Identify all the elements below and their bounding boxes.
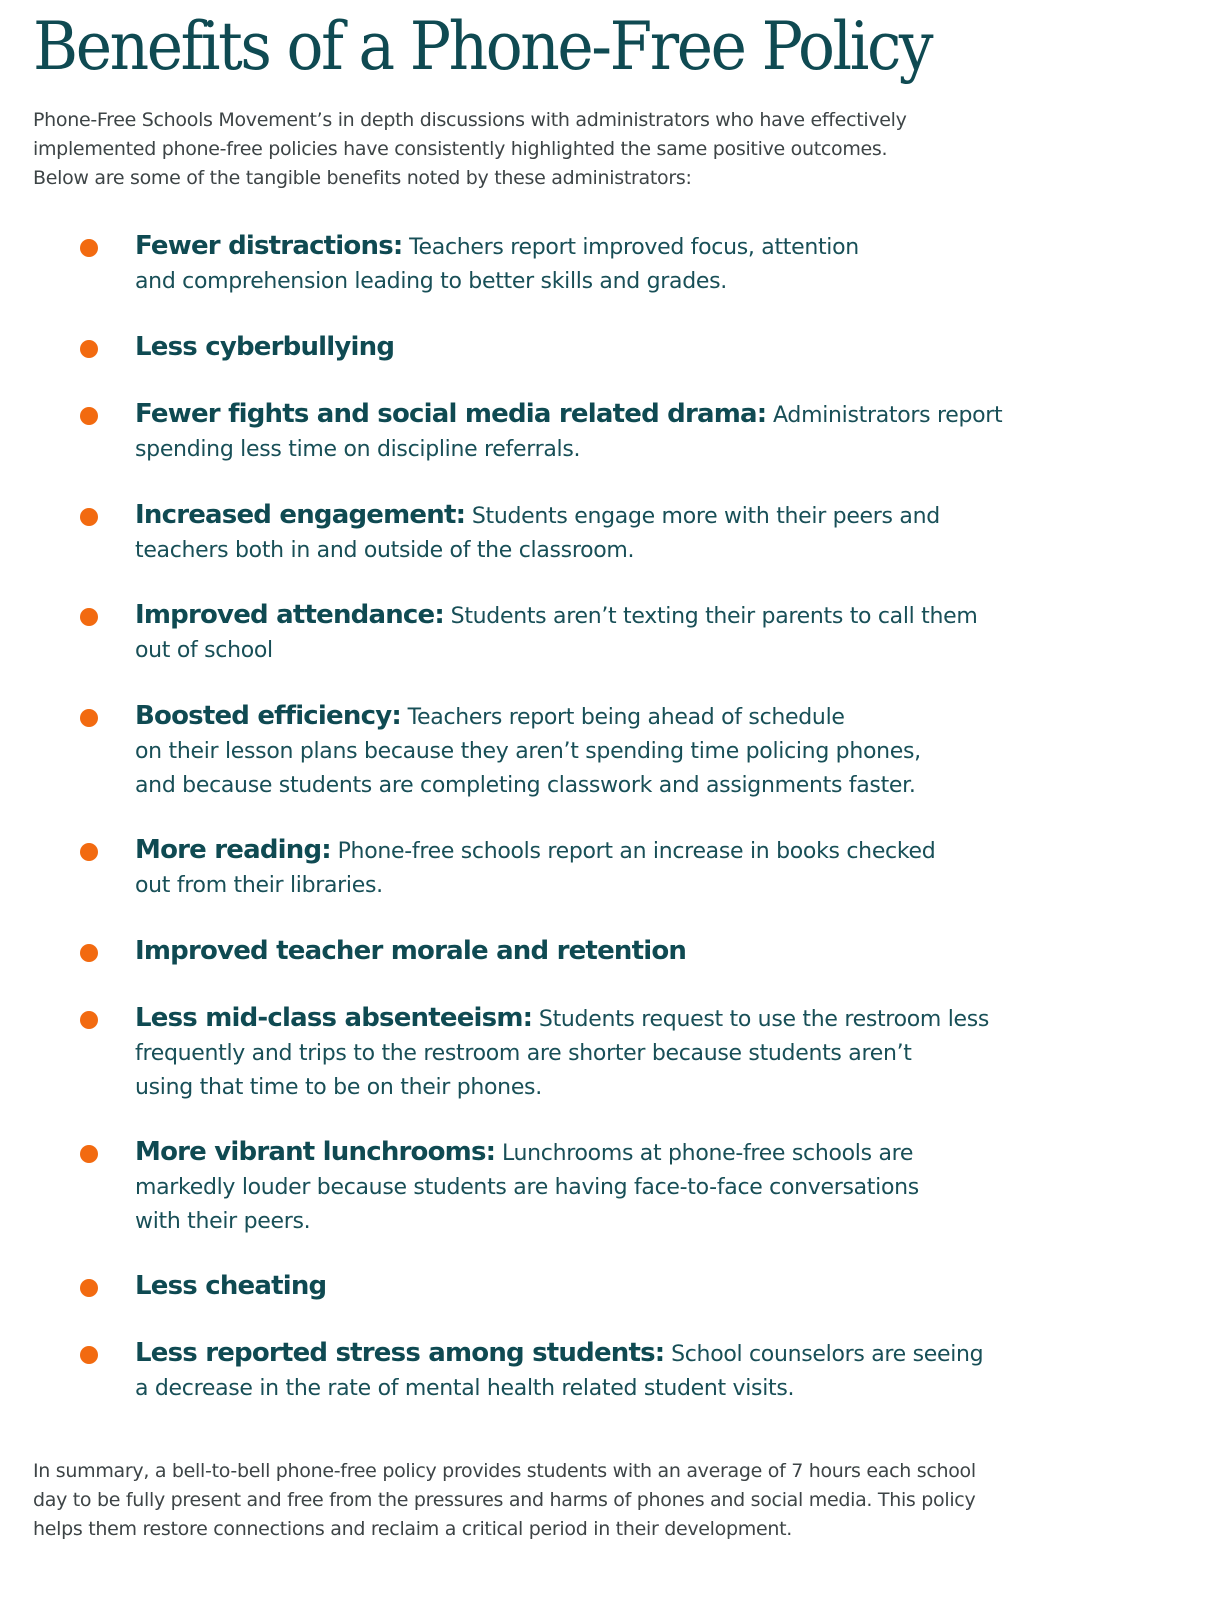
summary-paragraph [33,1457,1093,1544]
bullet-dot-icon [80,1346,98,1364]
bullet-dot-icon [80,340,98,358]
benefit-description: Students engage more with their peers and [465,504,940,529]
bullet-dot-icon [80,1011,98,1029]
benefit-lead: More reading: [135,835,331,865]
bullet-dot-icon [80,1145,98,1163]
benefit-lead: Fewer fights and social media related drama: [135,399,767,429]
summary-line: day to be fully present and free from the pressures and harms of phones and social media. This policy [33,1489,976,1511]
benefit-description: markedly louder because students are having face-to-face conversations [135,1175,919,1200]
bullet-dot-icon [80,508,98,526]
benefit-description: on their lesson plans because they aren’t spending time policing phones, [135,739,921,764]
bullet-dot-icon [80,944,98,962]
benefit-description: Administrators report [766,403,1003,428]
intro-paragraph [33,106,1033,193]
benefit-lead: Less cyberbullying [135,332,395,362]
benefit-description: and because students are completing classwork and assignments faster. [135,773,916,798]
benefit-description: Teachers report improved focus, attention [402,235,859,260]
benefit-description: a decrease in the rate of mental health related student visits. [135,1376,795,1401]
intro-line: Below are some of the tangible benefits noted by these administrators: [33,167,692,189]
summary-line: helps them restore connections and reclaim a critical period in their development. [33,1518,792,1540]
benefit-description: Students aren’t texting their parents to call them [443,604,978,629]
bullet-dot-icon [80,239,98,257]
bullet-dot-icon [80,1279,98,1297]
benefit-lead: Less reported stress among students: [135,1338,665,1368]
benefit-lead: Improved teacher morale and retention [135,936,687,966]
benefit-lead: Less cheating [135,1271,327,1301]
benefit-description: out from their libraries. [135,873,383,898]
summary-line: In summary, a bell-to-bell phone-free policy provides students with an average of 7 hours each school [33,1460,976,1482]
bullet-dot-icon [80,608,98,626]
benefit-description: and comprehension leading to better skills and grades. [135,269,727,294]
benefit-description: School counselors are seeing [664,1342,984,1367]
benefit-lead: Less mid-class absenteeism: [135,1003,533,1033]
page-title: Benefits of a Phone-Free Policy [33,8,932,85]
benefit-description: Lunchrooms at phone-free schools are [495,1141,914,1166]
benefit-description: frequently and trips to the restroom are shorter because students aren’t [135,1041,912,1066]
bullet-dot-icon [80,843,98,861]
bullet-dot-icon [80,407,98,425]
benefit-lead: More vibrant lunchrooms: [135,1137,496,1167]
bullet-dot-icon [80,709,98,727]
benefit-lead: Improved attendance: [135,600,444,630]
benefit-description: Students request to use the restroom less [532,1007,990,1032]
benefit-description: spending less time on discipline referrals. [135,437,581,462]
benefit-description: Teachers report being ahead of schedule [400,705,845,730]
benefit-lead: Increased engagement: [135,500,466,530]
intro-line: Phone-Free Schools Movement’s in depth discussions with administrators who have effectively [33,109,907,131]
benefit-description: out of school [135,638,273,663]
benefit-lead: Boosted efficiency: [135,701,401,731]
benefit-lead: Fewer distractions: [135,231,403,261]
benefit-description: teachers both in and outside of the classroom. [135,538,635,563]
benefit-description: with their peers. [135,1209,311,1234]
benefit-description: Phone-free schools report an increase in books checked [330,839,936,864]
benefit-description: using that time to be on their phones. [135,1075,542,1100]
intro-line: implemented phone-free policies have consistently highlighted the same positive outcomes. [33,138,888,160]
